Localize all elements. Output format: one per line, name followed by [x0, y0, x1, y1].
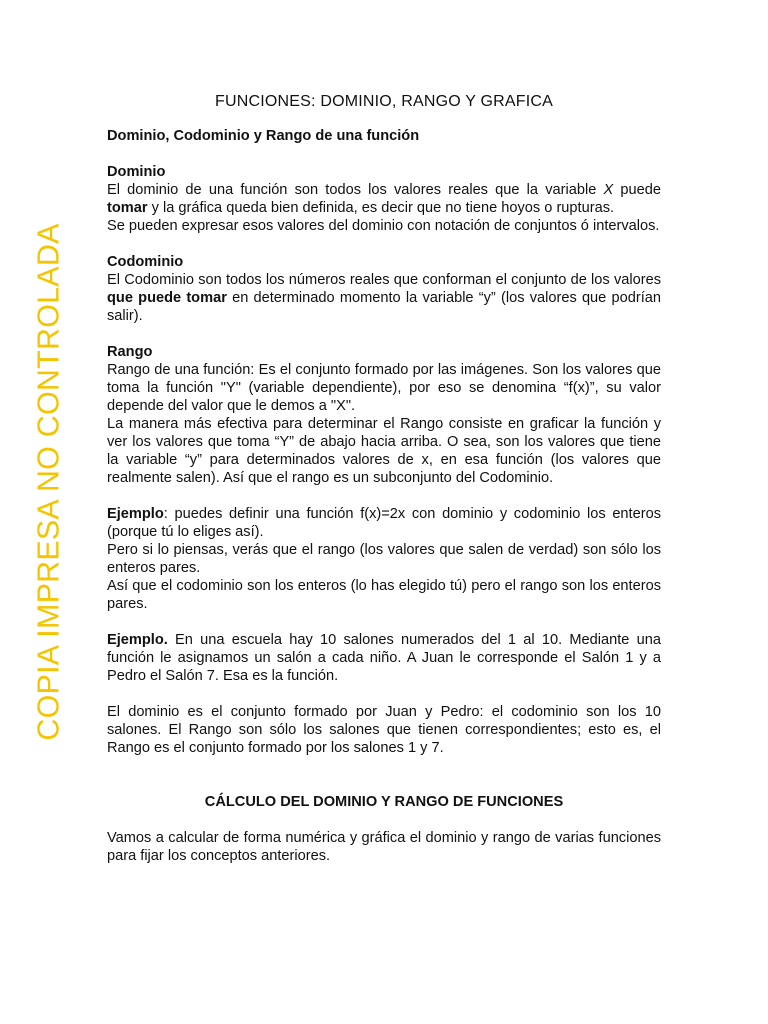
watermark-copia-no-controlada: COPIA IMPRESA NO CONTROLADA — [31, 223, 66, 741]
document-page — [107, 93, 661, 865]
dominio-paragraph-2: Se pueden expresar esos valores del dominio con notación de conjuntos ó intervalos. — [107, 218, 660, 234]
ejemplo1-paragraph-3: Así que el codominio son los enteros (lo has elegido tú) pero el rango son los enteros pares. — [107, 578, 661, 612]
dominio-heading: Dominio — [107, 164, 166, 180]
ejemplo1-paragraph-1: Ejemplo: puedes definir una función f(x)=2x con dominio y codominio los enteros (porque tú lo eliges así). — [107, 506, 661, 540]
calculo-paragraph: Vamos a calcular de forma numérica y gráfica el dominio y rango de varias funciones para fijar los conceptos anteriores. — [107, 830, 661, 864]
rango-paragraph-2: La manera más efectiva para determinar el Rango consiste en graficar la función y ver los valores que toma “Y” de abajo hacia arriba. O sea, son los valores que tiene la variable “y” para determinados valores de x, en esa función (los valores que realmente salen). Así que el rango es un subconjunto del Codominio. — [107, 416, 661, 486]
ejemplo1-paragraph-2: Pero si lo piensas, verás que el rango (los valores que salen de verdad) son sólo los enteros pares. — [107, 542, 661, 576]
dominio-paragraph-1: El dominio de una función son todos los valores reales que la variable X puede tomar y la gráfica queda bien definida, es decir que no tiene hoyos o rupturas. — [107, 182, 661, 216]
document-title: FUNCIONES: DOMINIO, RANGO Y GRAFICA — [215, 93, 553, 110]
rango-heading: Rango — [107, 344, 153, 360]
codominio-paragraph: El Codominio son todos los números reales que conforman el conjunto de los valores que puede tomar en determinado momento la variable “y” (los valores que podrían salir). — [107, 272, 661, 324]
rango-paragraph-1: Rango de una función: Es el conjunto formado por las imágenes. Son los valores que toma la función "Y" (variable dependiente), por eso se denomina “f(x)”, su valor depende del valor que le demos a "X". — [107, 362, 661, 414]
ejemplo2-paragraph-1: Ejemplo. En una escuela hay 10 salones numerados del 1 al 10. Mediante una función le asignamos un salón a cada niño. A Juan le corresponde el Salón 1 y a Pedro el Salón 7. Esa es la función. — [107, 632, 661, 684]
codominio-heading: Codominio — [107, 254, 184, 270]
calculo-heading: CÁLCULO DEL DOMINIO Y RANGO DE FUNCIONES — [204, 794, 564, 810]
ejemplo2-paragraph-2: El dominio es el conjunto formado por Juan y Pedro: el codominio son los 10 salones. El Rango son sólo los salones que tienen correspondientes; esto es, el Rango es el conjunto formado por los salones 1 y 7. — [107, 704, 661, 756]
section-subtitle: Dominio, Codominio y Rango de una función — [107, 128, 420, 144]
